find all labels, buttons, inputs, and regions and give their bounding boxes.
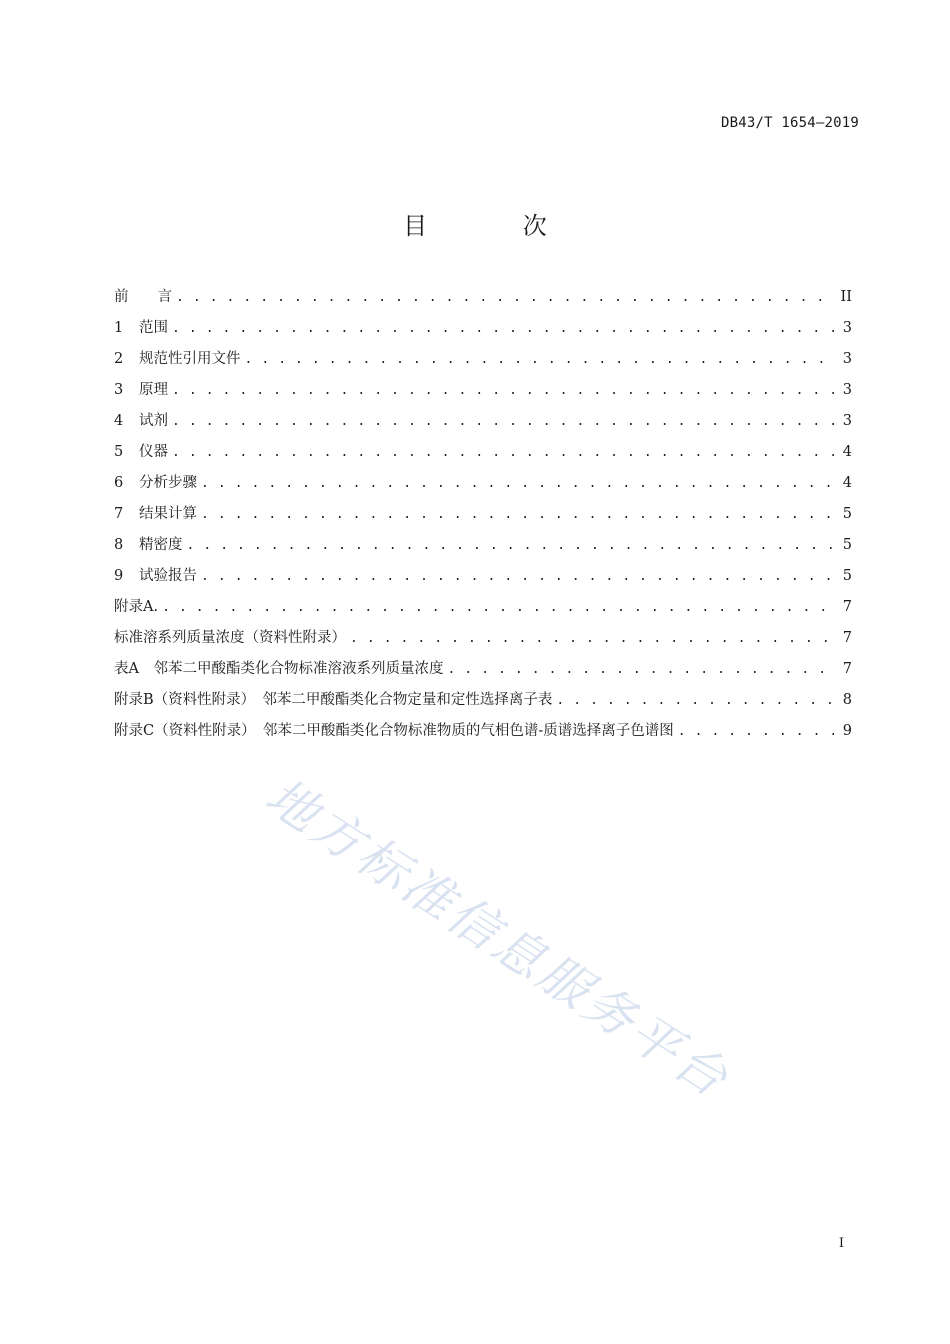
toc-entry-appendix-c[interactable] <box>114 716 852 747</box>
toc-entry-page: 4 <box>842 475 852 491</box>
toc-entry-label <box>114 344 245 375</box>
toc-entry-number: 8 <box>114 537 124 553</box>
toc-leader-dots <box>172 375 834 406</box>
toc-entry-page: 3 <box>842 320 852 336</box>
toc-leader-dots <box>176 282 834 313</box>
toc-leader-dots <box>172 437 834 468</box>
toc-entry-page: II <box>840 289 852 305</box>
toc-entry-label <box>114 313 172 344</box>
toc-entry-standard-solution[interactable] <box>114 623 852 654</box>
toc-entry-page: 4 <box>842 444 852 460</box>
toc-entry-test-report[interactable] <box>114 561 852 592</box>
toc-entry-label <box>114 561 201 592</box>
toc-entry-label <box>114 499 201 530</box>
table-of-contents <box>114 282 852 747</box>
document-code: DB43/T 1654—2019 <box>720 115 859 131</box>
toc-entry-instruments[interactable] <box>114 437 852 468</box>
toc-entry-page: 9 <box>842 723 852 739</box>
toc-entry-label: 表A 邻苯二甲酸酯类化合物标准溶液系列质量浓度 <box>114 661 444 677</box>
toc-entry-number: 1 <box>114 320 124 336</box>
toc-entry-calculation[interactable] <box>114 499 852 530</box>
toc-entry-page: 7 <box>842 599 852 615</box>
toc-entry-foreword[interactable] <box>114 282 852 313</box>
toc-entry-text: 试剂 <box>139 413 168 429</box>
toc-entry-table-a[interactable] <box>114 654 852 685</box>
toc-entry-label <box>114 406 172 437</box>
toc-entry-analysis-steps[interactable] <box>114 468 852 499</box>
toc-entry-page: 5 <box>842 506 852 522</box>
toc-entry-text: 分析步骤 <box>139 475 197 491</box>
toc-leader-dots <box>556 685 834 716</box>
toc-entry-text: 规范性引用文件 <box>139 351 241 367</box>
toc-entry-page: 8 <box>842 692 852 708</box>
toc-entry-number: 2 <box>114 351 124 367</box>
toc-leader-dots <box>201 561 834 592</box>
watermark: 地方标准信息服务平台 <box>255 766 741 1110</box>
toc-entry-number: 7 <box>114 506 124 522</box>
toc-entry-text: 仪器 <box>139 444 168 460</box>
toc-entry-number: 3 <box>114 382 124 398</box>
toc-entry-page: 5 <box>842 537 852 553</box>
toc-entry-text: 试验报告 <box>139 568 197 584</box>
toc-leader-dots <box>172 313 834 344</box>
toc-entry-number: 4 <box>114 413 124 429</box>
toc-entry-number: 5 <box>114 444 124 460</box>
toc-entry-principle[interactable] <box>114 375 852 406</box>
toc-entry-label <box>114 468 201 499</box>
toc-entry-reagents[interactable] <box>114 406 852 437</box>
toc-entry-page: 3 <box>842 413 852 429</box>
toc-entry-text: 原理 <box>139 382 168 398</box>
toc-entry-page: 7 <box>842 661 852 677</box>
toc-entry-label: 附录C（资料性附录） 邻苯二甲酸酯类化合物标准物质的气相色谱-质谱选择离子色谱图 <box>114 723 674 739</box>
toc-entry-precision[interactable] <box>114 530 852 561</box>
toc-leader-dots <box>245 344 835 375</box>
toc-leader-dots <box>187 530 835 561</box>
toc-entry-page: 7 <box>842 630 852 646</box>
toc-entry-normative-references[interactable] <box>114 344 852 375</box>
toc-entry-appendix-b[interactable] <box>114 685 852 716</box>
toc-entry-label: 附录A. <box>114 599 159 615</box>
toc-entry-number: 9 <box>114 568 124 584</box>
toc-entry-page: 5 <box>842 568 852 584</box>
toc-leader-dots <box>162 592 834 623</box>
toc-entry-label: 附录B（资料性附录） 邻苯二甲酸酯类化合物定量和定性选择离子表 <box>114 692 553 708</box>
toc-entry-label: 前 言 <box>114 289 172 305</box>
toc-entry-text: 范围 <box>139 320 168 336</box>
toc-entry-text: 精密度 <box>139 537 183 553</box>
toc-entry-label <box>114 437 172 468</box>
toc-leader-dots <box>172 406 834 437</box>
page-number: I <box>838 1236 844 1251</box>
toc-title: 目 次 <box>403 212 591 240</box>
toc-entry-scope[interactable] <box>114 313 852 344</box>
toc-leader-dots <box>201 468 834 499</box>
toc-entry-label <box>114 530 187 561</box>
toc-entry-page: 3 <box>842 351 852 367</box>
toc-entry-label: 标准溶系列质量浓度（资料性附录） <box>114 630 346 646</box>
toc-leader-dots <box>678 716 834 747</box>
toc-entry-page: 3 <box>842 382 852 398</box>
toc-entry-appendix-a[interactable] <box>114 592 852 623</box>
toc-leader-dots <box>447 654 834 685</box>
toc-entry-text: 结果计算 <box>139 506 197 522</box>
toc-leader-dots <box>350 623 834 654</box>
toc-leader-dots <box>201 499 834 530</box>
toc-entry-label <box>114 375 172 406</box>
toc-entry-number: 6 <box>114 475 124 491</box>
